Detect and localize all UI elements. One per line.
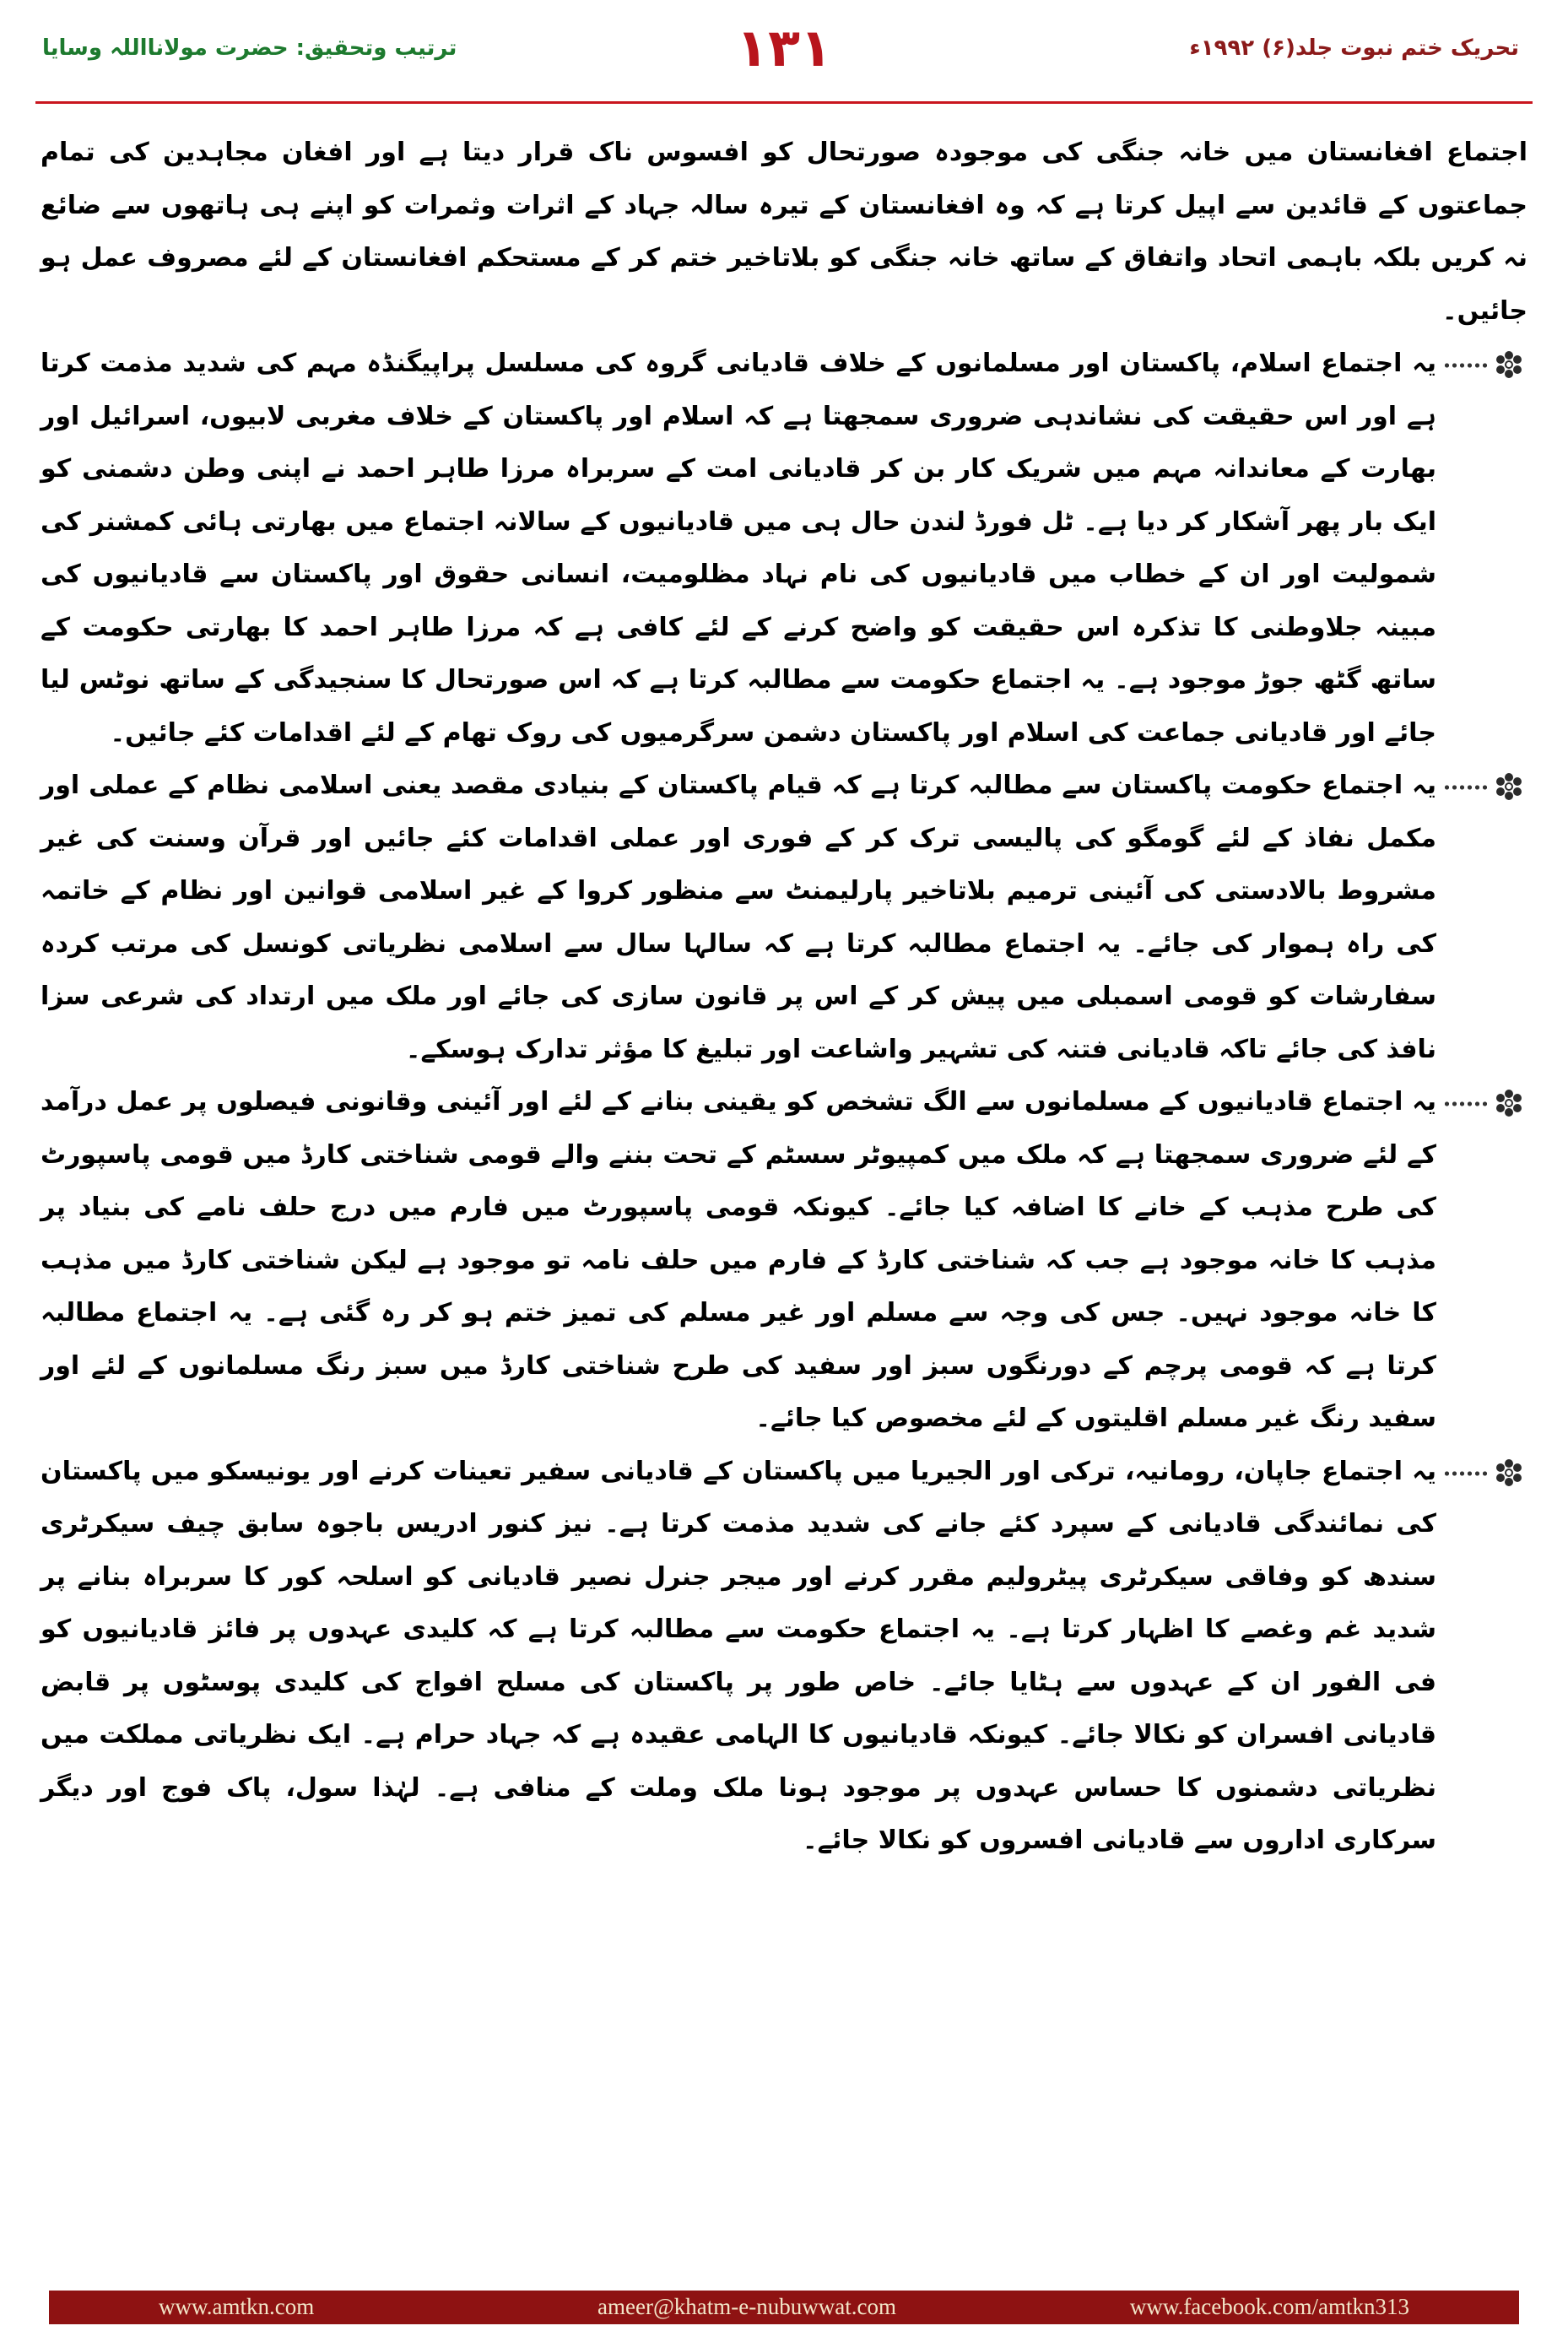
flower-bullet-icon [1443,1458,1527,1488]
flower-bullet-icon [1443,771,1527,802]
book-title: تحریک ختم نبوت جلد(۶) ۱۹۹۲ء [1189,35,1519,61]
paragraph-text: یہ اجتماع حکومت پاکستان سے مطالبہ کرتا ہے کہ قیام پاکستان کے بنیادی مقصد یعنی اسلامی نظام کے عملی اور مکمل نفاذ کے لئے گومگو کی پالیسی ترک کر کے فوری اور عملی اقدامات کئے جائیں اور قرآن وسنت کی غیر مشروط بالادستی کی آئینی ترمیم بلاتاخیر پارلیمنٹ سے منظور کروا کے غیر اسلامی قوانین اور نظام کے خاتمہ کی راہ ہموار کی جائے۔ یہ اجتماع مطالبہ کرتا ہے کہ سالہا سال سے اسلامی نظریاتی کونسل کی مرتب کردہ سفارشات کو قومی اسمبلی میں پیش کر کے اس پر قانون سازی کی جائے اور ملک میں ارتداد کی شرعی سزا نافذ کی جائے تاکہ قادیانی فتنہ کی تشہیر واشاعت اور تبلیغ کا مؤثر تدارک ہوسکے۔ [41,771,1436,1064]
website-link[interactable]: www.amtkn.com [159,2294,315,2319]
page-body [41,127,1527,2253]
bullet-paragraph [41,760,1527,1076]
bullet-paragraph [41,1446,1527,1868]
page-header [0,0,1568,118]
flower-bullet-icon [1443,1088,1527,1118]
page-footer [49,2291,1519,2324]
paragraph-text: یہ اجتماع قادیانیوں کے مسلمانوں سے الگ تشخص کو یقینی بنانے کے لئے اور آئینی وقانونی فیصلوں پر عمل درآمد کے لئے ضروری سمجھتا ہے کہ ملک میں کمپیوٹر سسٹم کے تحت بننے والے قومی شناختی کارڈ میں قومی پاسپورٹ کی طرح مذہب کے خانے کا اضافہ کیا جائے۔ کیونکہ قومی پاسپورٹ میں فارم میں درج حلف نامے کی بنیاد پر مذہب کا خانہ موجود ہے جب کہ شناختی کارڈ کے فارم میں حلف نامہ تو موجود ہے لیکن شناختی کارڈ میں مذہب کا خانہ موجود نہیں۔ جس کی وجہ سے مسلم اور غیر مسلم کی تمیز ختم ہو کر رہ گئی ہے۔ یہ اجتماع مطالبہ کرتا ہے کہ قومی پرچم کے دورنگوں سبز اور سفید کی طرح شناختی کارڈ میں سبز رنگ مسلمانوں کے لئے اور سفید رنگ غیر مسلم اقلیتوں کے لئے مخصوص کیا جائے۔ [41,1087,1436,1433]
paragraph-text: یہ اجتماع اسلام، پاکستان اور مسلمانوں کے خلاف قادیانی گروہ کی مسلسل پراپیگنڈہ مہم کی شدید مذمت کرتا ہے اور اس حقیقت کی نشاندہی ضروری سمجھتا ہے کہ اسلام اور پاکستان کے خلاف مغربی لابیوں، اسرائیل اور بھارت کے معاندانہ مہم میں شریک کار بن کر قادیانی امت کے سربراہ مرزا طاہر احمد نے اپنی وطن دشمنی کو ایک بار پھر آشکار کر دیا ہے۔ ٹل فورڈ لندن حال ہی میں قادیانیوں کے سالانہ اجتماع میں بھارتی ہائی کمشنر کی شمولیت اور ان کے خطاب میں قادیانیوں کی نام نہاد مظلومیت، انسانی حقوق اور پاکستان سے قادیانیوں کی مبینہ جلاوطنی کا تذکرہ اس حقیقت کو واضح کرنے کے لئے کافی ہے کہ مرزا طاہر احمد کا بھارتی حکومت کے ساتھ گٹھ جوڑ موجود ہے۔ یہ اجتماع حکومت سے مطالبہ کرتا ہے کہ اس صورتحال کا سنجیدگی کے ساتھ نوٹس لیا جائے اور قادیانی جماعت کی اسلام اور پاکستان دشمن سرگرمیوں کی روک تھام کے لئے اقدامات کئے جائیں۔ [41,349,1436,748]
facebook-link[interactable]: www.facebook.com/amtkn313 [1129,2294,1409,2319]
email-link[interactable]: ameer@khatm-e-nubuwwat.com [597,2294,896,2319]
paragraph-text: اجتماع افغانستان میں خانہ جنگی کی موجودہ صورتحال کو افسوس ناک قرار دیتا ہے اور افغان مجاہدین کی تمام جماعتوں کے قائدین سے اپیل کرتا ہے کہ وہ افغانستان کے تیرہ سالہ جہاد کے اثرات وثمرات کو اپنے ہی ہاتھوں سے ضائع نہ کریں بلکہ باہمی اتحاد واتفاق کے ساتھ خانہ جنگی کو بلاتاخیر ختم کر کے مستحکم افغانستان کے لئے مصروف عمل ہو جائیں۔ [41,138,1527,326]
page-number: ۱۳۱ [736,17,832,78]
bullet-paragraph [41,338,1527,760]
bullet-paragraph [41,1076,1527,1446]
compiler-credit: ترتیب وتحقیق: حضرت مولانااللہ وسایا [42,35,457,61]
header-divider [35,101,1533,104]
paragraph [41,127,1527,338]
paragraph-text: یہ اجتماع جاپان، رومانیہ، ترکی اور الجیریا میں پاکستان کے قادیانی سفیر تعینات کرنے اور یونیسکو میں پاکستان کی نمائندگی قادیانی کے سپرد کئے جانے کی شدید مذمت کرتا ہے۔ نیز کنور ادریس باجوہ سابق چیف سیکرٹری سندھ کو وفاقی سیکرٹری پیٹرولیم مقرر کرنے اور میجر جنرل نصیر قادیانی کو اسلحہ کور کا سربراہ بنانے پر شدید غم وغصے کا اظہار کرتا ہے۔ یہ اجتماع حکومت سے مطالبہ کرتا ہے کہ کلیدی عہدوں پر فائز قادیانیوں کو فی الفور ان کے عہدوں سے ہٹایا جائے۔ خاص طور پر پاکستان کی مسلح افواج کی کلیدی پوسٹوں پر قابض قادیانی افسران کو نکالا جائے۔ کیونکہ قادیانیوں کا الہامی عقیدہ ہے کہ جہاد حرام ہے۔ ایک نظریاتی مملکت میں نظریاتی دشمنوں کا حساس عہدوں پر موجود ہونا ملک وملت کے منافی ہے۔ لہٰذا سول، پاک فوج اور دیگر سرکاری اداروں سے قادیانی افسروں کو نکالا جائے۔ [41,1456,1436,1855]
flower-bullet-icon [1443,349,1527,380]
